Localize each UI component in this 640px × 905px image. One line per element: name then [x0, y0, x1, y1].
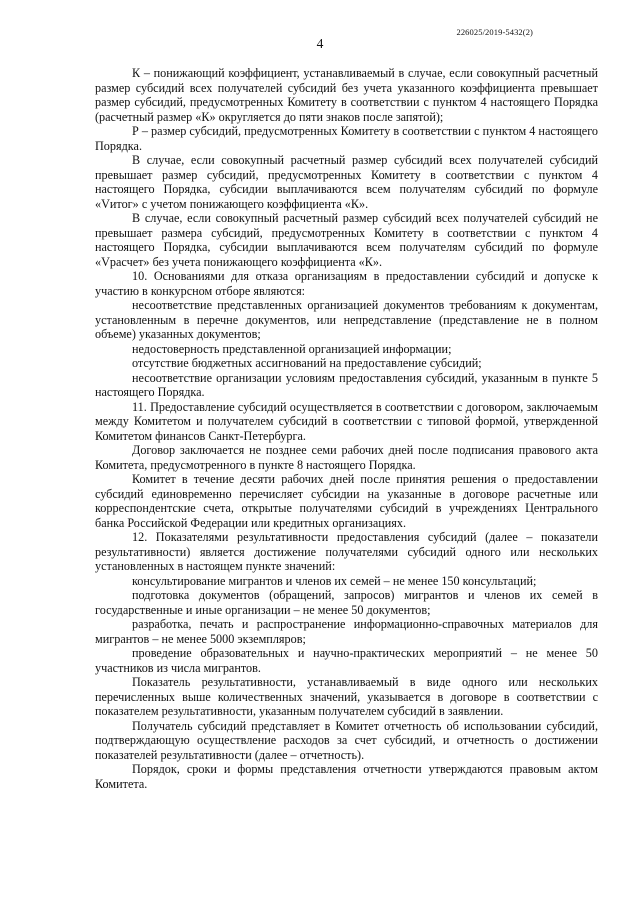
document-registration-number: 226025/2019-5432(2) [456, 27, 533, 37]
paragraph-k-coefficient: К – понижающий коэффициент, устанавливаемый в случае, если совокупный расчетный размер субсидий всех получателей субсидий без учета указанного коэффициента превышает размер субсидий, предусмотренных Комитету в соответствии с пунктом 4 настоящего Порядка (расчетный размер «К» округляется до пяти знаков после запятой); [95, 66, 598, 124]
list-item-no-budget: отсутствие бюджетных ассигнований на предоставление субсидий; [132, 356, 482, 370]
paragraph-p-definition: Р – размер субсидий, предусмотренных Комитету в соответствии с пунктом 4 настоящего Порядка. [95, 124, 598, 153]
paragraph-indicator-contract: Показатель результативности, устанавливаемый в виде одного или нескольких перечисленных выше количественных значений, указывается в договоре в соответствии с показателем результативности, указанным получателем субсидий в заявлении. [95, 675, 598, 718]
paragraph-section-10: 10. Основаниями для отказа организациям в предоставлении субсидий и допуске к участию в конкурсном отборе являются: [95, 269, 598, 298]
list-item-unreliable-info: недостоверность представленной организацией информации; [132, 341, 452, 356]
paragraph-section-11: 11. Предоставление субсидий осуществляется в соответствии с договором, заключаемым между Комитетом и получателем субсидий в соответствии с типовой формой, утвержденной Комитетом финансов Санкт-Петербурга. [95, 399, 598, 443]
paragraph-not-exceeds-case: В случае, если совокупный расчетный размер субсидий всех получателей субсидий не превышает размера субсидий, предусмотренных Комитету в соответствии с пунктом 4 настоящего Порядка, субсидии выплачиваются всем получателям субсидий по формуле «Vрасчет» без учета понижающего коэффициента «К». [95, 211, 598, 269]
paragraph-contract-deadline: Договор заключается не позднее семи рабочих дней после подписания правового акта Комитета, предусмотренного в пункте 8 настоящего Порядка. [95, 443, 598, 472]
list-item-events: проведение образовательных и научно-практических мероприятий – не менее 50 участников из числа мигрантов. [95, 646, 598, 675]
page-number: 4 [316, 36, 324, 51]
paragraph-section-12: 12. Показателями результативности предоставления субсидий (далее – показатели результативности) является достижение получателями субсидий одного или нескольких установленных в настоящем пункте значений: [95, 530, 598, 573]
list-item-consulting: консультирование мигрантов и членов их семей – не менее 150 консультаций; [132, 573, 537, 588]
paragraph-reporting-procedure: Порядок, сроки и формы представления отчетности утверждаются правовым актом Комитета. [95, 762, 598, 791]
list-item-documents-mismatch: несоответствие представленных организацией документов требованиям к документам, установленным в перечне документов, или непредставление (представление не в полном объеме) указанных документов; [95, 298, 598, 341]
list-item-document-preparation: подготовка документов (обращений, запросов) мигрантов и членов их семей в государственные и иные организации – не менее 50 документов; [95, 588, 598, 617]
list-item-materials: разработка, печать и распространение информационно-справочных материалов для мигрантов – не менее 5000 экземпляров; [95, 617, 598, 646]
list-item-conditions-mismatch: несоответствие организации условиям предоставления субсидий, указанным в пункте 5 настоящего Порядка. [95, 370, 598, 399]
paragraph-exceeds-case: В случае, если совокупный расчетный размер субсидий всех получателей субсидий превышает размер субсидий, предусмотренных Комитету в соответствии с пунктом 4 настоящего Порядка, субсидии выплачиваются всем получателям субсидий по формуле «Vитог» с учетом понижающего коэффициента «К». [95, 153, 598, 211]
paragraph-transfer: Комитет в течение десяти рабочих дней после принятия решения о предоставлении субсидий единовременно перечисляет субсидии на указанные в договоре расчетные или корреспондентские счета, открытые получателями субсидий в учреждениях Центрального банка Российской Федерации или кредитных организациях. [95, 472, 598, 530]
document-body [95, 66, 598, 791]
paragraph-reporting: Получатель субсидий представляет в Комитет отчетность об использовании субсидий, подтверждающую осуществление расходов за счет субсидий, и отчетность о достижении показателей результативности (далее – отчетность). [95, 718, 598, 762]
